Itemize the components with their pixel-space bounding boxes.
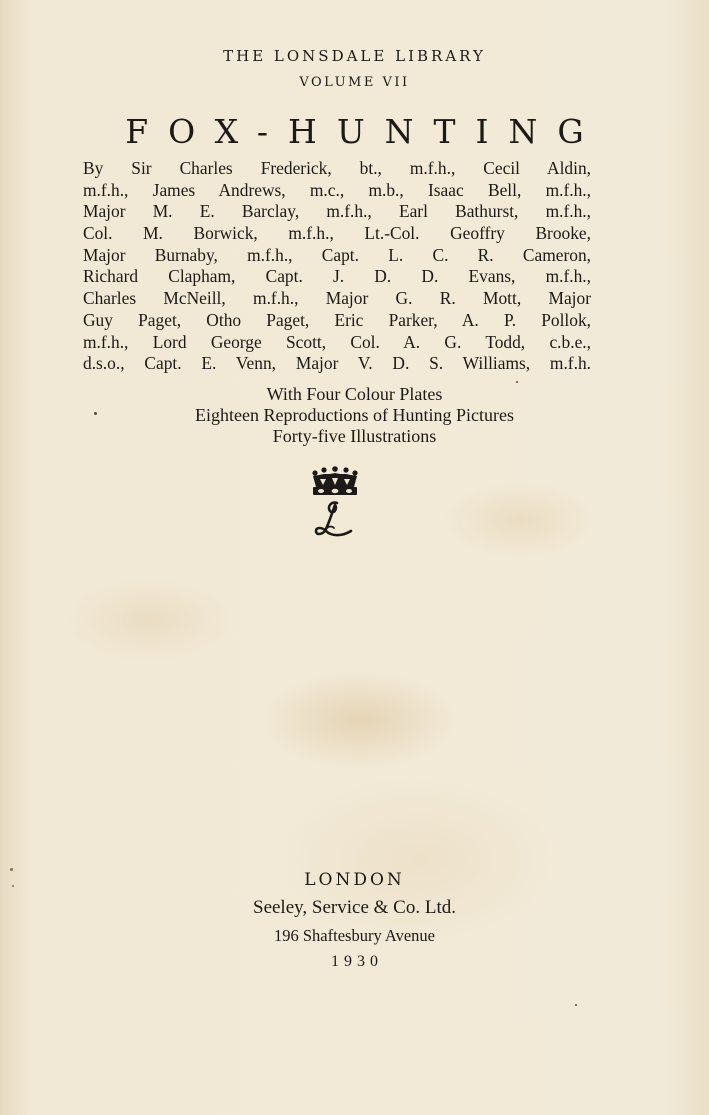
author-line: Major M. E. Barclay, m.f.h., Earl Bathurst, m.f.h., bbox=[83, 201, 591, 222]
author-list bbox=[83, 158, 591, 375]
imprint-address: 196 Shaftesbury Avenue bbox=[274, 926, 435, 945]
volume-label: VOLUME VII bbox=[299, 75, 410, 90]
paper-speck bbox=[12, 885, 14, 887]
crown-l-monogram-icon bbox=[307, 465, 363, 541]
imprint-year: 1930 bbox=[331, 953, 383, 970]
author-line: Col. M. Borwick, m.f.h., Lt.-Col. Geoffry Brooke, bbox=[83, 223, 591, 244]
author-line: m.f.h., James Andrews, m.c., m.b., Isaac Bell, m.f.h., bbox=[83, 179, 591, 200]
illustrations-line-count: Forty-five Illustrations bbox=[272, 426, 437, 446]
illustrations-line-plates: With Four Colour Plates bbox=[266, 384, 443, 404]
imprint-publisher: Seeley, Service & Co. Ltd. bbox=[253, 897, 456, 918]
author-line: d.s.o., Capt. E. Venn, Major V. D. S. Williams, m.f.h. bbox=[83, 353, 591, 374]
imprint-city: LONDON bbox=[304, 870, 405, 890]
paper-speck bbox=[10, 868, 13, 871]
author-line: Richard Clapham, Capt. J. D. D. Evans, m.f.h., bbox=[83, 266, 591, 287]
paper-speck bbox=[94, 412, 97, 415]
illustrations-line-reproductions: Eighteen Reproductions of Hunting Pictures bbox=[195, 405, 514, 425]
author-line: Guy Paget, Otho Paget, Eric Parker, A. P. Pollok, bbox=[83, 309, 591, 330]
paper-speck bbox=[575, 1004, 577, 1006]
paper-speck bbox=[516, 381, 518, 383]
illustrations-note bbox=[0, 384, 709, 447]
author-line: Major Burnaby, m.f.h., Capt. L. C. R. Cameron, bbox=[83, 244, 591, 265]
series-title: THE LONSDALE LIBRARY bbox=[223, 47, 486, 65]
book-title: FOX-HUNTING bbox=[125, 112, 604, 151]
author-line: By Sir Charles Frederick, bt., m.f.h., Cecil Aldin, bbox=[83, 158, 591, 178]
author-line: m.f.h., Lord George Scott, Col. A. G. Todd, c.b.e., bbox=[83, 331, 591, 352]
author-line: Charles McNeill, m.f.h., Major G. R. Mott, Major bbox=[83, 288, 591, 309]
